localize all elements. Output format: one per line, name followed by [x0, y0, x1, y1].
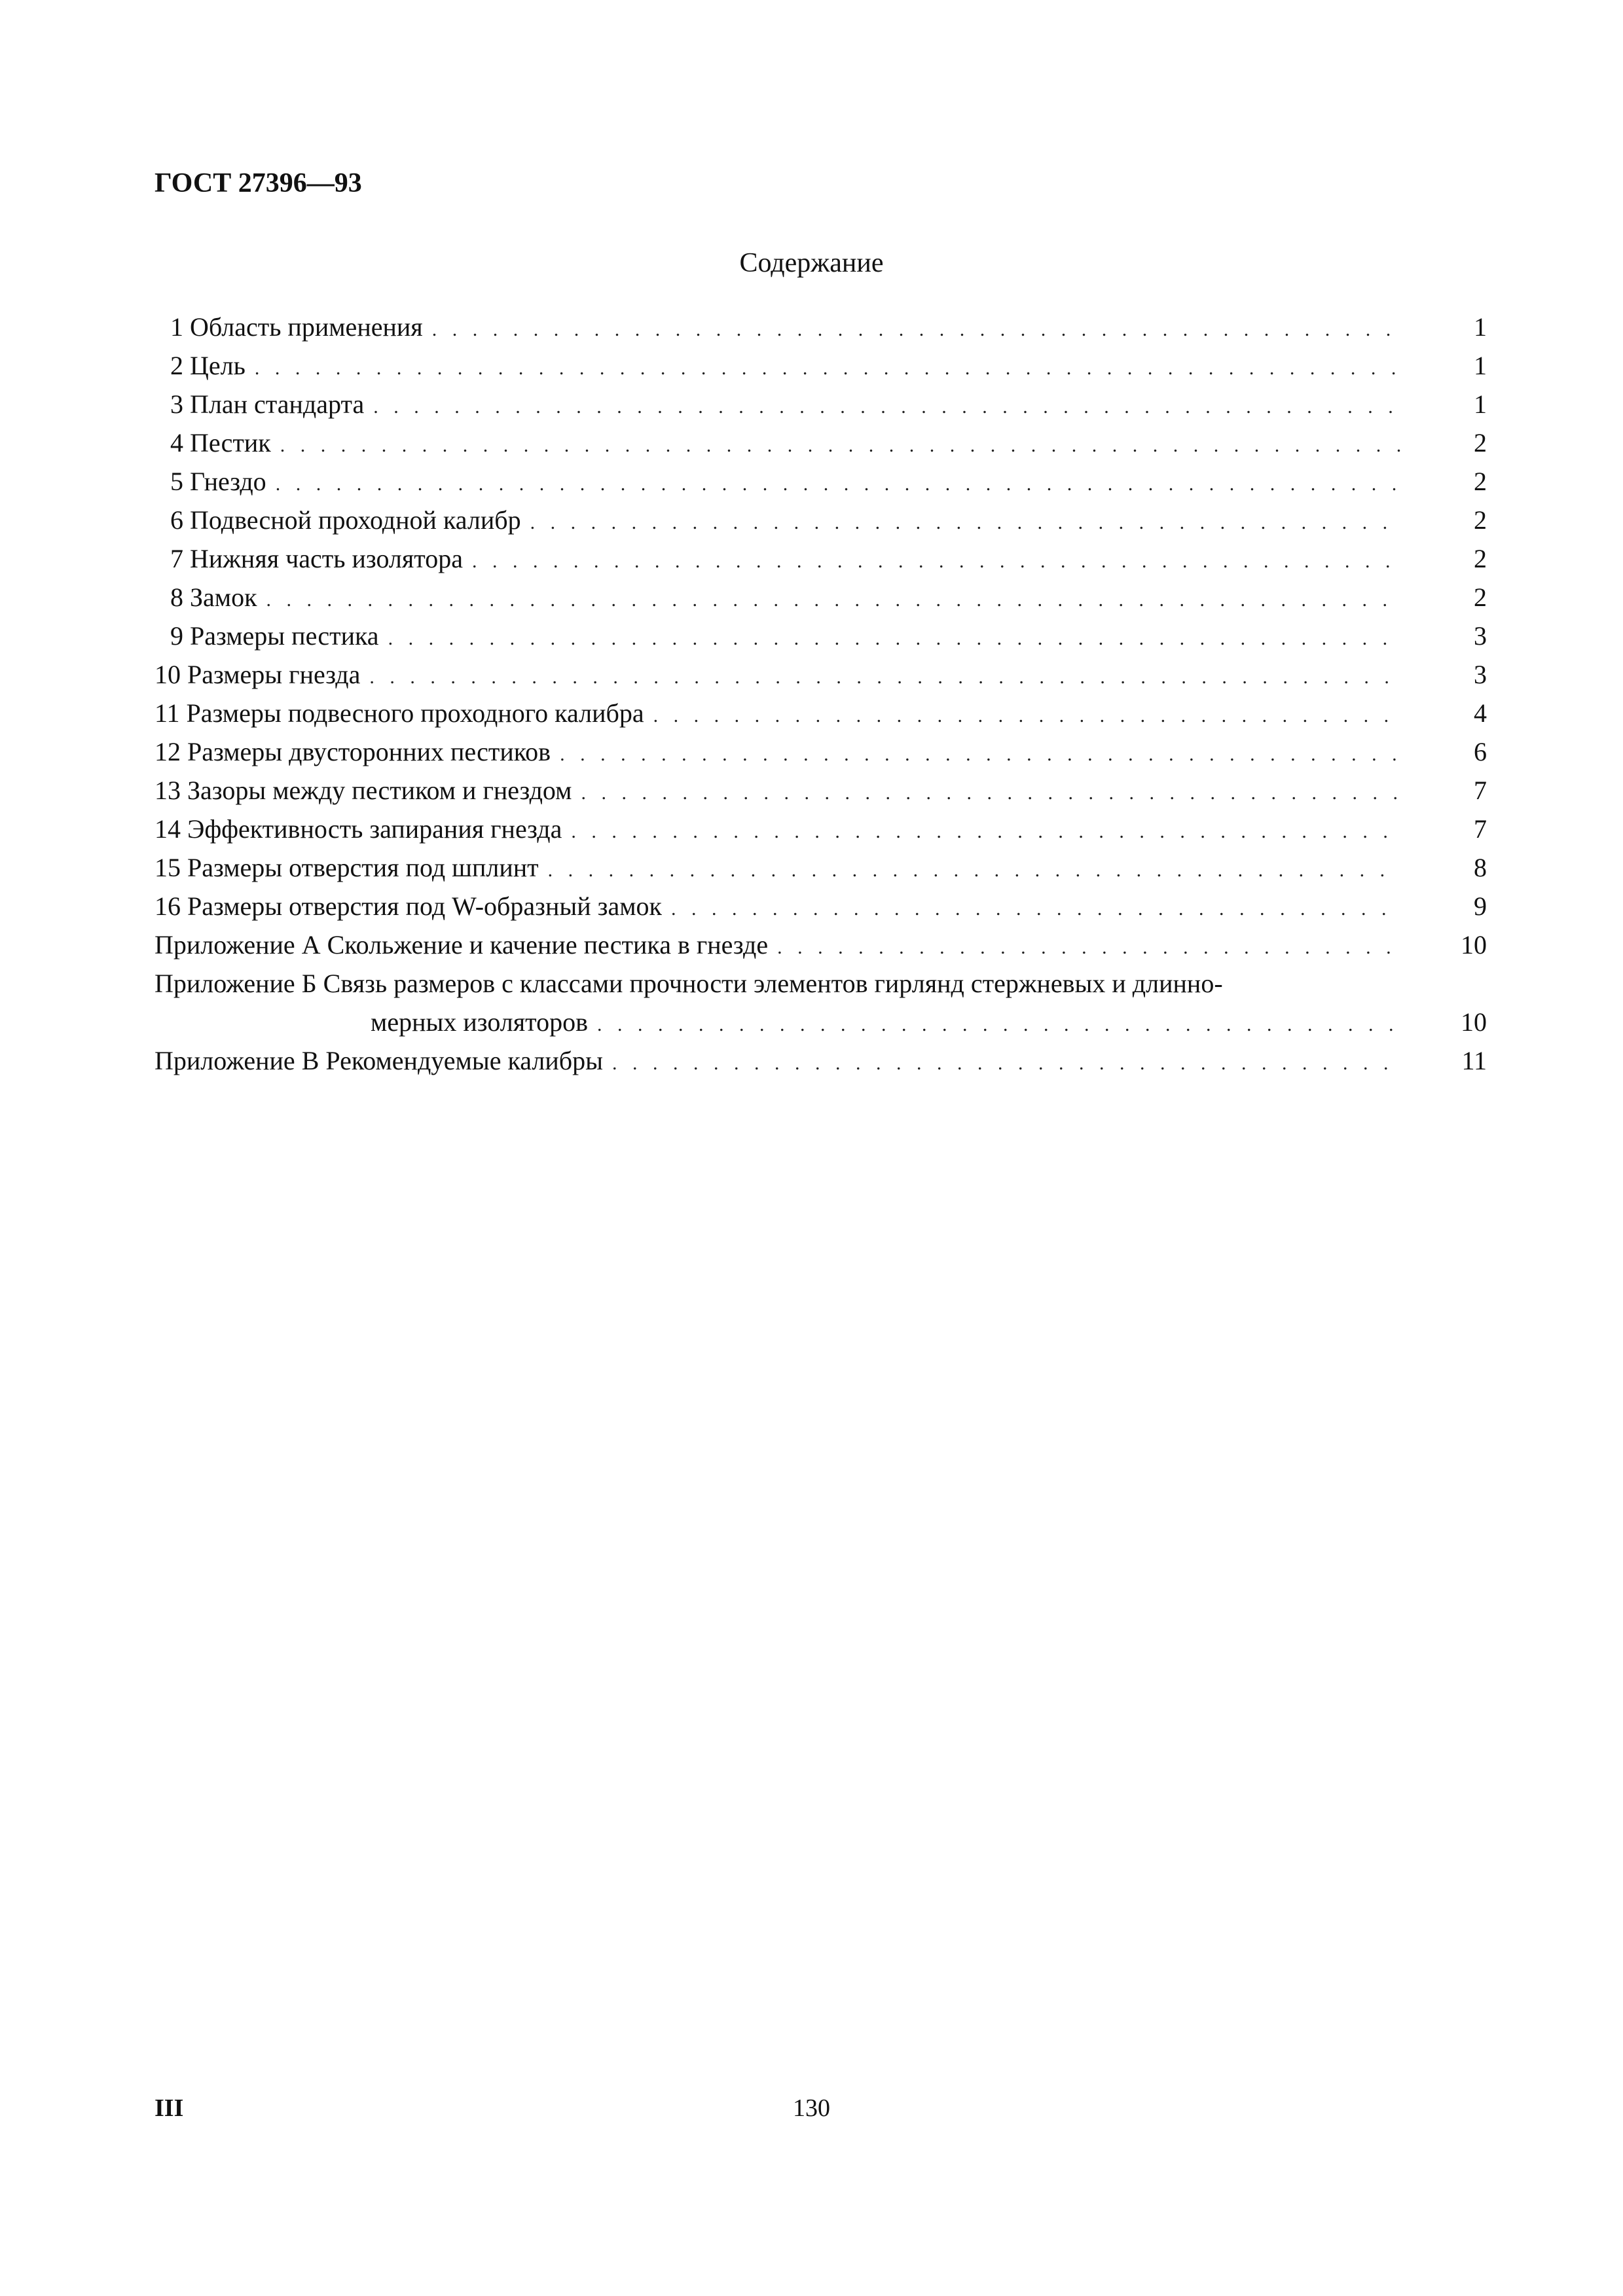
- toc-entry[interactable]: [155, 423, 1487, 462]
- standard-id-header: ГОСТ 27396—93: [155, 168, 362, 198]
- toc-entry-page: 3: [1474, 621, 1487, 651]
- toc-entry-label: 14 Эффективность запирания гнезда: [155, 814, 562, 844]
- toc-entry[interactable]: [155, 964, 1487, 1003]
- toc-entry-page: 2: [1474, 428, 1487, 457]
- toc-entry-continuation-label: мерных изоляторов: [371, 1007, 588, 1037]
- toc-entry-page: 2: [1474, 544, 1487, 573]
- toc-entry-label: 6 Подвесной проходной калибр: [170, 505, 521, 535]
- toc-entry[interactable]: [155, 1041, 1487, 1080]
- toc-entry[interactable]: [155, 539, 1487, 578]
- leader-dots: [530, 503, 1400, 542]
- table-of-contents: [155, 308, 1487, 1080]
- toc-entry-label: 7 Нижняя часть изолятора: [170, 544, 463, 573]
- leader-dots: [581, 774, 1400, 812]
- toc-entry[interactable]: [155, 732, 1487, 771]
- leader-dots: [280, 426, 1400, 465]
- leader-dots: [432, 310, 1400, 349]
- toc-entry-page: 3: [1474, 660, 1487, 689]
- toc-entry[interactable]: [155, 385, 1487, 423]
- leader-dots: [373, 387, 1400, 426]
- leader-dots: [472, 542, 1400, 581]
- toc-entry-label: Приложение В Рекомендуемые калибры: [155, 1046, 603, 1075]
- toc-entry-label: Приложение А Скольжение и качение пестика в гнезде: [155, 930, 769, 960]
- toc-entry-page: 8: [1474, 853, 1487, 882]
- toc-entry[interactable]: [155, 694, 1487, 732]
- toc-entry-page: 7: [1474, 776, 1487, 805]
- toc-entry[interactable]: [155, 925, 1487, 964]
- leader-dots: [560, 735, 1400, 774]
- leader-dots: [671, 889, 1400, 928]
- toc-entry[interactable]: [155, 578, 1487, 617]
- toc-entry-label: 1 Область применения: [170, 312, 423, 342]
- roman-page-number: III: [155, 2094, 184, 2122]
- leader-dots: [255, 349, 1400, 387]
- toc-entry-page: 9: [1474, 891, 1487, 921]
- toc-entry-page: 2: [1474, 583, 1487, 612]
- toc-entry-label: Приложение Б Связь размеров с классами прочности элементов гирлянд стержневых и длинно-: [155, 969, 1223, 998]
- leader-dots: [612, 1044, 1400, 1083]
- toc-entry-label: 12 Размеры двусторонних пестиков: [155, 737, 551, 766]
- toc-entry-label: 15 Размеры отверстия под шплинт: [155, 853, 539, 882]
- toc-entry-label: 9 Размеры пестика: [170, 621, 379, 651]
- toc-title: Содержание: [739, 248, 884, 278]
- toc-entry-page: 2: [1474, 505, 1487, 535]
- toc-entry[interactable]: [155, 848, 1487, 887]
- toc-entry[interactable]: [155, 771, 1487, 810]
- leader-dots: [777, 928, 1400, 967]
- toc-entry-label: 5 Гнездо: [170, 467, 266, 496]
- toc-entry-page: 10: [1461, 930, 1487, 960]
- toc-entry-page: 1: [1474, 389, 1487, 419]
- toc-entry[interactable]: [155, 810, 1487, 848]
- leader-dots: [276, 465, 1400, 503]
- toc-entry[interactable]: [155, 501, 1487, 539]
- toc-entry[interactable]: [155, 655, 1487, 694]
- toc-entry-page: 1: [1474, 312, 1487, 342]
- leader-dots: [548, 851, 1400, 889]
- toc-entry-label: 10 Размеры гнезда: [155, 660, 361, 689]
- toc-entry-page: 2: [1474, 467, 1487, 496]
- toc-entry[interactable]: [155, 617, 1487, 655]
- toc-entry-label: 13 Зазоры между пестиком и гнездом: [155, 776, 572, 805]
- toc-entry[interactable]: [155, 346, 1487, 385]
- toc-entry-label: 8 Замок: [170, 583, 257, 612]
- toc-entry-label: 16 Размеры отверстия под W-образный замок: [155, 891, 662, 921]
- toc-entry-label: 3 План стандарта: [170, 389, 365, 419]
- leader-dots: [388, 619, 1400, 658]
- toc-entry-continuation[interactable]: [155, 1003, 1487, 1041]
- toc-entry-page: 7: [1474, 814, 1487, 844]
- toc-entry-label: 4 Пестик: [170, 428, 271, 457]
- toc-entry-label: 2 Цель: [170, 351, 246, 380]
- toc-entry-page: 11: [1461, 1046, 1487, 1075]
- toc-entry-page: 6: [1474, 737, 1487, 766]
- toc-entry[interactable]: [155, 462, 1487, 501]
- toc-entry-page: 10: [1461, 1007, 1487, 1037]
- toc-entry[interactable]: [155, 308, 1487, 346]
- page-number: 130: [793, 2094, 830, 2122]
- toc-entry-page: 1: [1474, 351, 1487, 380]
- leader-dots: [653, 696, 1400, 735]
- toc-entry[interactable]: [155, 887, 1487, 925]
- toc-entry-label: 11 Размеры подвесного проходного калибра: [155, 698, 644, 728]
- toc-entry-page: 4: [1474, 698, 1487, 728]
- leader-dots: [597, 1005, 1400, 1044]
- leader-dots: [369, 658, 1400, 696]
- leader-dots: [571, 812, 1400, 851]
- leader-dots: [266, 581, 1400, 619]
